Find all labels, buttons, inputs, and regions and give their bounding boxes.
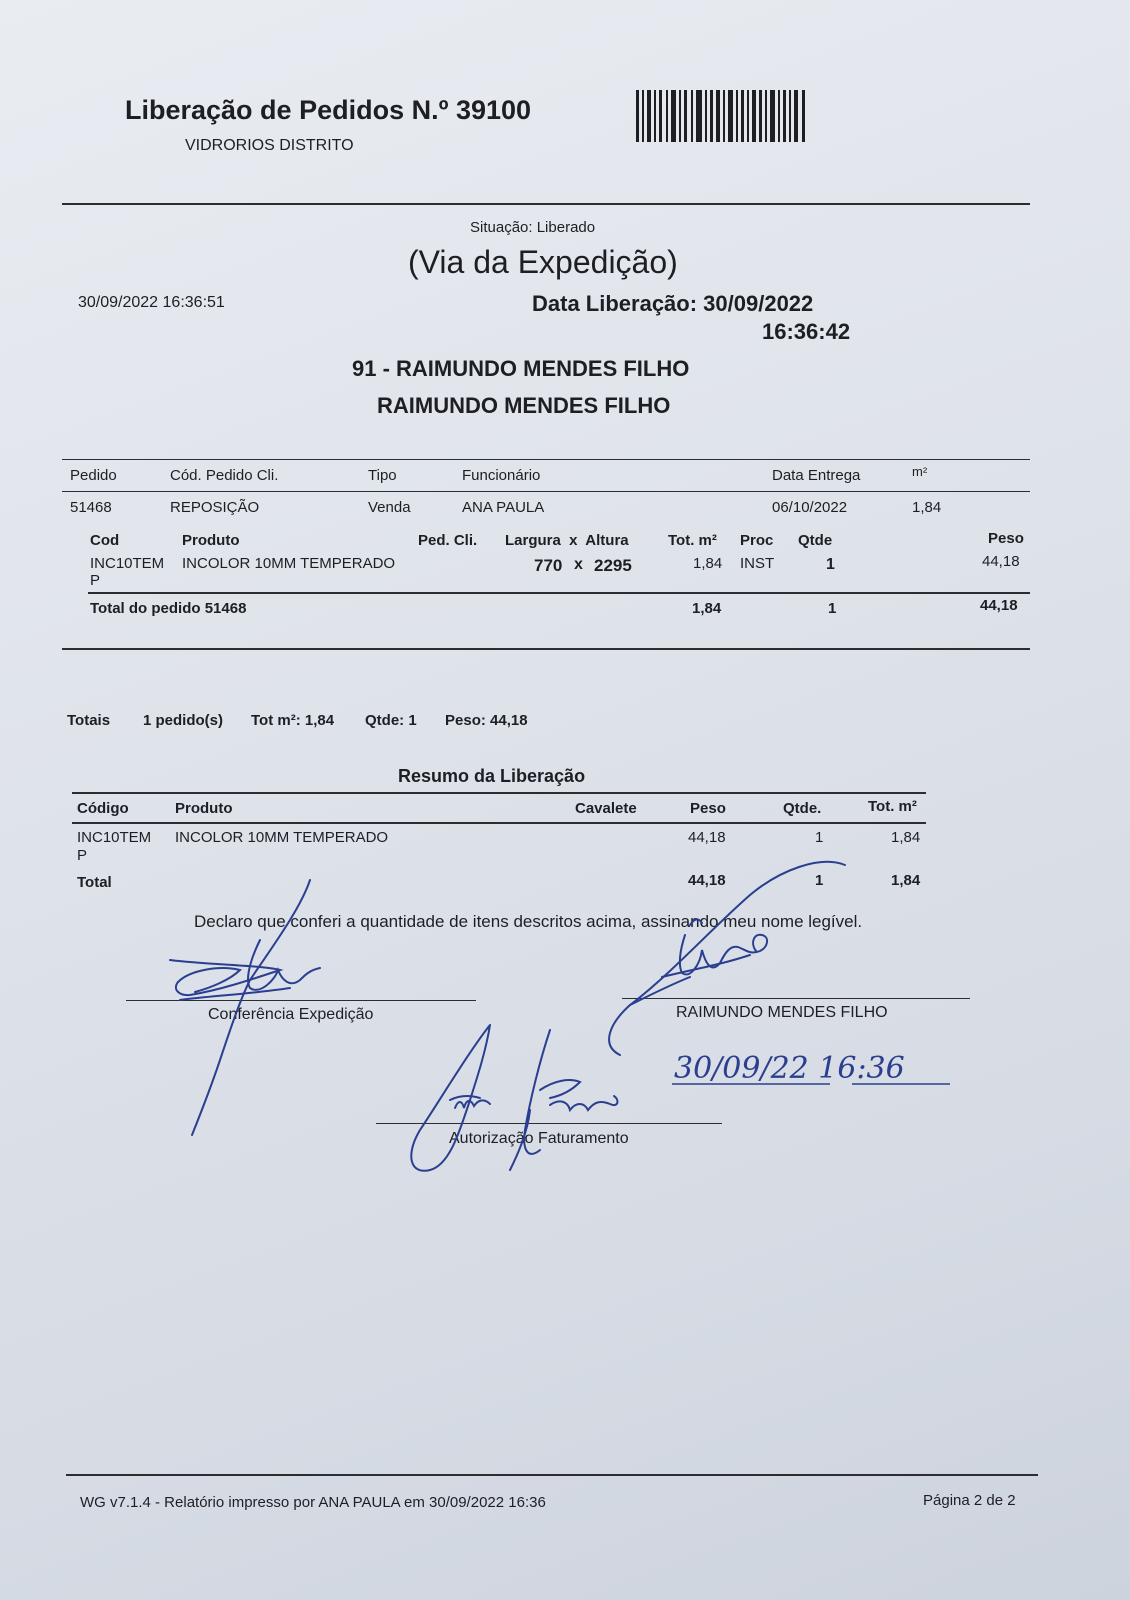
item-largura: 770 [534,556,563,575]
status-label: Situação: Liberado [470,219,596,236]
summary-header-produto: Produto [175,800,233,817]
release-date: Data Liberação: 30/09/2022 [532,291,814,316]
items-header-peso: Peso [988,530,1024,547]
items-header-dimensions: Largura x Altura [505,532,629,549]
totals-peso: Peso: 44,18 [445,712,528,729]
summary-top-rule [72,792,926,794]
conferencia-signature-line [126,1000,476,1001]
item-produto: INCOLOR 10MM TEMPERADO [182,555,396,572]
client-signature-drawing [590,855,860,1095]
footer-report-info: WG v7.1.4 - Relatório impresso por ANA PAULA em 30/09/2022 16:36 [80,1494,546,1511]
handwritten-date-drawing [670,1042,960,1092]
items-header-qtde: Qtde [798,532,833,549]
document-title: Liberação de Pedidos N.º 39100 [125,95,532,125]
order-pedido: 51468 [70,499,112,516]
autorizacao-label: Autorização Faturamento [449,1130,629,1147]
order-header-rule [62,491,1030,492]
summary-codigo-line2: P [77,847,88,864]
summary-total-tot-m2: 1,84 [891,872,921,889]
items-header-tot-m2: Tot. m² [668,532,717,549]
totals-label: Totais [67,712,111,729]
autorizacao-signature-drawing [400,1020,640,1180]
item-tot-m2: 1,84 [693,555,723,572]
print-datetime: 30/09/2022 16:36:51 [78,294,225,311]
items-header-proc: Proc [740,532,774,549]
summary-produto: INCOLOR 10MM TEMPERADO [175,829,389,846]
item-proc: INST [740,555,775,572]
order-header-m2: m² [912,464,928,479]
summary-header-codigo: Código [77,800,129,817]
summary-header-rule [72,822,926,824]
summary-peso: 44,18 [688,829,726,846]
totals-tot-m2: Tot m²: 1,84 [251,712,335,729]
order-total-peso: 44,18 [980,597,1018,614]
order-total-qtde: 1 [828,600,837,617]
barcode-icon [636,90,808,142]
client-signature-label: RAIMUNDO MENDES FILHO [676,1004,888,1021]
summary-tot-m2: 1,84 [891,829,921,846]
summary-header-qtde: Qtde. [783,800,822,817]
client-name: RAIMUNDO MENDES FILHO [377,393,671,418]
client-signature-line [622,998,970,999]
page-number: Página 2 de 2 [923,1492,1016,1509]
totals-pedidos: 1 pedido(s) [143,712,224,729]
order-cod-pedido-cli: REPOSIÇÃO [170,499,260,516]
summary-title: Resumo da Liberação [398,766,586,786]
header-divider [62,203,1030,205]
declaration-text: Declaro que conferi a quantidade de itens descritos acima, assinando meu nome legível. [194,912,863,931]
summary-qtde: 1 [815,829,824,846]
order-data-entrega: 06/10/2022 [772,499,848,516]
order-header-tipo: Tipo [368,467,397,484]
items-header-ped-cli: Ped. Cli. [418,532,478,549]
item-altura: 2295 [594,556,632,575]
item-dimension-separator: x [574,556,583,573]
handwritten-date: 30/09/22 16:36 [674,1051,905,1086]
order-total-tot-m2: 1,84 [692,600,722,617]
summary-total-qtde: 1 [815,872,824,889]
order-tipo: Venda [368,499,411,516]
order-section-bottom-rule [62,648,1030,650]
items-total-rule [88,592,1030,594]
company-name: VIDRORIOS DISTRITO [185,137,354,154]
order-header-funcionario: Funcionário [462,467,541,484]
summary-header-peso: Peso [690,800,726,817]
summary-total-label: Total [77,874,112,891]
summary-header-cavalete: Cavalete [575,800,637,817]
items-header-produto: Produto [182,532,240,549]
order-m2: 1,84 [912,499,942,516]
order-funcionario: ANA PAULA [462,499,545,516]
item-peso: 44,18 [982,553,1020,570]
order-table-top-rule [62,459,1030,460]
via-label: (Via da Expedição) [408,244,678,280]
totals-qtde: Qtde: 1 [365,712,417,729]
items-header-cod: Cod [90,532,120,549]
footer-rule [66,1474,1038,1476]
client-code-name: 91 - RAIMUNDO MENDES FILHO [352,356,690,381]
release-time: 16:36:42 [762,319,851,344]
order-header-data-entrega: Data Entrega [772,467,861,484]
order-total-label: Total do pedido 51468 [90,600,247,617]
summary-codigo-line1: INC10TEM [77,829,152,846]
conferencia-label: Conferência Expedição [208,1006,374,1023]
item-cod-line1: INC10TEM [90,555,165,572]
summary-header-tot-m2: Tot. m² [868,798,917,815]
summary-total-peso: 44,18 [688,872,726,889]
item-qtde: 1 [826,556,835,573]
order-header-pedido: Pedido [70,467,117,484]
autorizacao-signature-line [376,1123,722,1124]
item-cod-line2: P [90,572,101,589]
conferencia-signature-drawing [150,870,340,1140]
order-header-cod-pedido-cli: Cód. Pedido Cli. [170,467,279,484]
